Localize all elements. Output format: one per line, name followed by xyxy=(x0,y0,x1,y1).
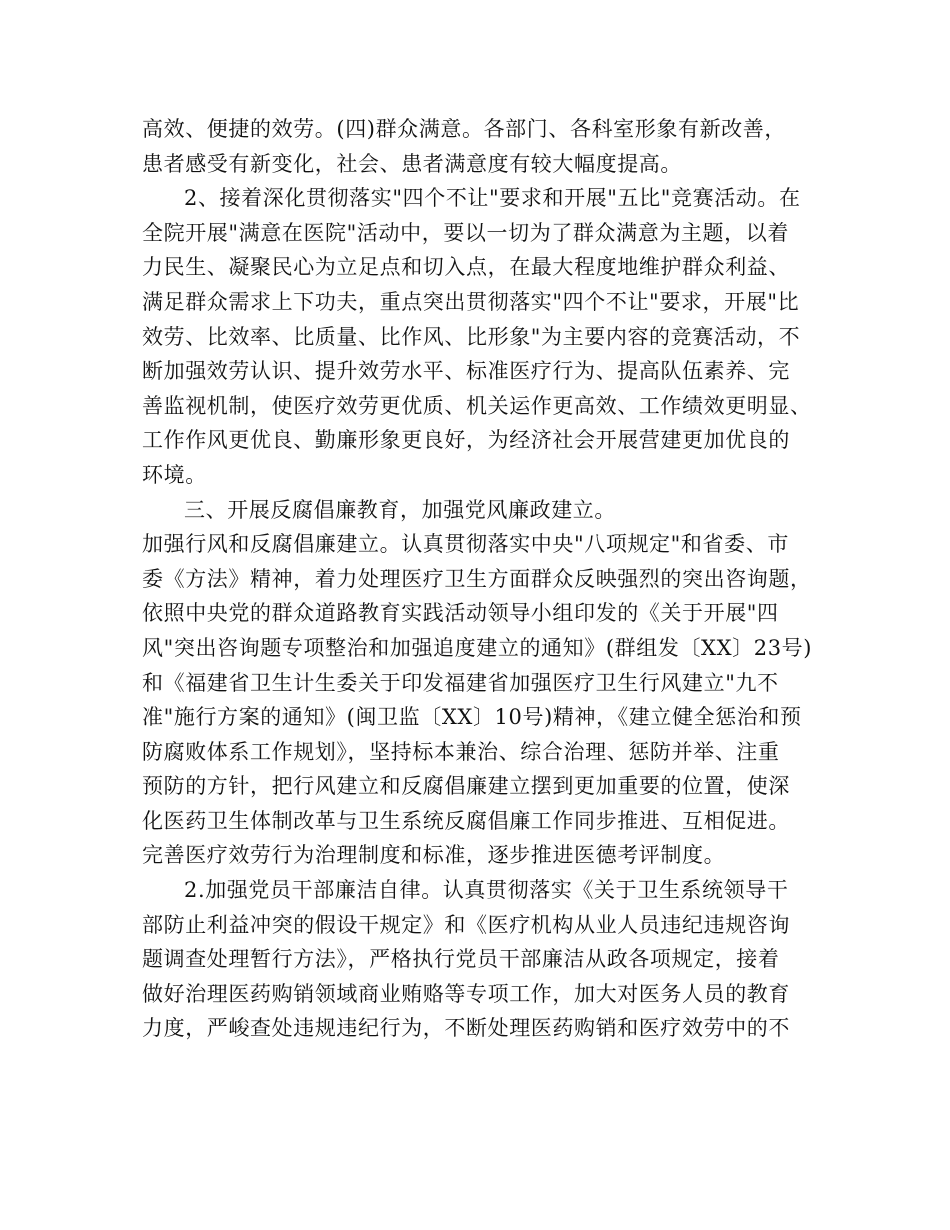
text-line: 环境。 xyxy=(142,462,207,487)
text-line: 2、接着深化贯彻落实"四个不让"要求和开展"五比"竞赛活动。在 xyxy=(184,186,801,211)
text-line: 风"突出咨询题专项整治和加强追度建立的通知》(群组发〔XX〕23号) xyxy=(142,635,813,660)
text-line: 依照中央党的群众道路教育实践活动领导小组印发的《关于开展"四 xyxy=(142,601,779,626)
text-line: 做好治理医药购销领域商业贿赂等专项工作，加大对医务人员的教育 xyxy=(142,981,790,1006)
text-line: 加强行风和反腐倡廉建立。认真贯彻落实中央"八项规定"和省委、市 xyxy=(142,532,789,557)
text-line: 力民生、凝聚民心为立足点和切入点，在最大程度地维护群众利益、 xyxy=(142,255,790,280)
text-line: 满足群众需求上下功夫，重点突出贯彻落实"四个不让"要求，开展"比 xyxy=(142,289,800,314)
text-line: 患者感受有新变化，社会、患者满意度有较大幅度提高。 xyxy=(142,151,682,176)
text-line: 防腐败体系工作规划》，坚持标本兼治、综合治理、惩防并举、注重 xyxy=(142,739,780,764)
text-line: 准"施行方案的通知》(闽卫监〔XX〕10号)精神，《建立健全惩治和预 xyxy=(142,705,802,730)
text-line: 预防的方针，把行风建立和反腐倡廉建立摆到更加重要的位置，使深 xyxy=(142,774,790,799)
text-line: 2.加强党员干部廉洁自律。认真贯彻落实《关于卫生系统领导干 xyxy=(184,878,789,903)
text-line: 三、开展反腐倡廉教育，加强党风廉政建立。 xyxy=(184,497,616,522)
text-line: 化医药卫生体制改革与卫生系统反腐倡廉工作同步推进、互相促进。 xyxy=(142,808,790,833)
text-line: 效劳、比效率、比质量、比作风、比形象"为主要内容的竞赛活动，不 xyxy=(142,324,801,349)
document-body xyxy=(142,112,832,1046)
text-line: 完善医疗效劳行为治理制度和标准，逐步推进医德考评制度。 xyxy=(142,843,726,868)
text-line: 高效、便捷的效劳。(四)群众满意。各部门、各科室形象有新改善， xyxy=(142,117,786,141)
text-line: 和《福建省卫生计生委关于印发福建省加强医疗卫生行风建立"九不 xyxy=(142,670,779,695)
text-line: 委《方法》精神，着力处理医疗卫生方面群众反映强烈的突出咨询题， xyxy=(142,566,812,591)
text-line: 力度，严峻查处违规违纪行为，不断处理医药购销和医疗效劳中的不 xyxy=(142,1016,790,1041)
text-line: 善监视机制，使医疗效劳更优质、机关运作更高效、工作绩效更明显、 xyxy=(142,393,812,418)
text-line: 题调查处理暂行方法》，严格执行党员干部廉洁从政各项规定，接着 xyxy=(142,947,780,972)
text-line: 断加强效劳认识、提升效劳水平、标准医疗行为、提高队伍素养、完 xyxy=(142,359,790,384)
text-line: 部防止利益冲突的假设干规定》和《医疗机构从业人员违纪违规咨询 xyxy=(142,912,790,937)
text-line: 工作作风更优良、勤廉形象更良好，为经济社会开展营建更加优良的 xyxy=(142,428,790,453)
text-line: 全院开展"满意在医院"活动中，要以一切为了群众满意为主题，以着 xyxy=(142,220,789,245)
